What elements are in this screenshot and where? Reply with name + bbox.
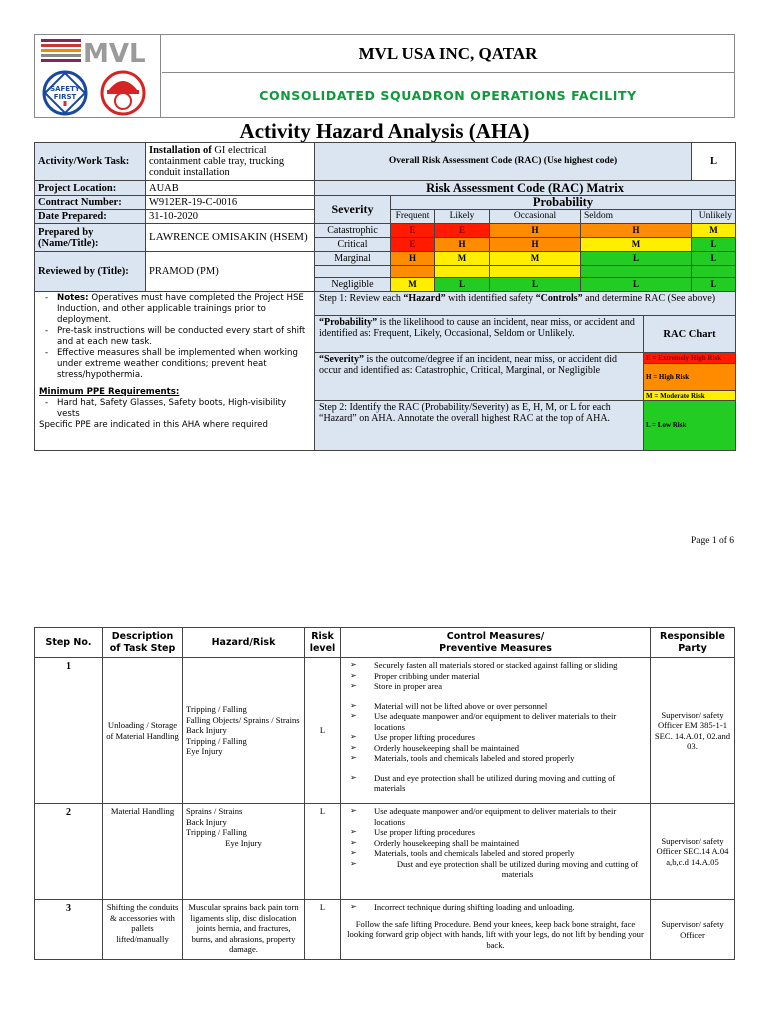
hazard-line: Tripping / Falling <box>186 827 247 837</box>
hazard-line: Back Injury <box>186 816 227 827</box>
notes-section <box>35 292 315 451</box>
ppe-note: Specific PPE are indicated in this AHA where required <box>39 420 268 430</box>
matrix-cell: H <box>490 224 581 238</box>
step1-controls: “Controls” <box>535 293 583 304</box>
header-description: Description of Task Step <box>103 628 183 658</box>
company-name: MVL USA INC, QATAR <box>162 35 734 73</box>
probability-text: is the likelihood to cause an incident, near miss, or accident and identified as: Frequent, Likely, Occasional, Seldom or Unlikely. <box>319 317 635 339</box>
prepared-label: Prepared by (Name/Title): <box>35 224 146 252</box>
matrix-cell: L <box>581 252 692 266</box>
probability-col-occasional: Occasional <box>490 210 581 224</box>
legend-low: L = Low Risk <box>644 401 736 451</box>
severity-definition <box>315 353 644 401</box>
legend-moderate: M = Moderate Risk <box>644 390 735 400</box>
matrix-cell: E <box>391 224 435 238</box>
control-item: ➢ Dust and eye protection shall be utilized during moving and cutting of materials <box>374 773 647 794</box>
hazard-line: Back Injury <box>186 725 227 736</box>
matrix-cell <box>391 266 435 278</box>
ppe-item: - Hard hat, Safety Glasses, Safety boots, High-visibility vests <box>57 398 310 420</box>
matrix-cell: M <box>692 224 736 238</box>
severity-header: Severity <box>315 196 391 224</box>
step-description: Shifting the conduits & accessories with pallets lifted/manually <box>103 900 183 960</box>
step-number: 3 <box>35 900 103 960</box>
header-responsible: Responsible Party <box>651 628 735 658</box>
step2-text: Step 2: Identify the RAC (Probability/Severity) as E, H, M, or L for each “Hazard” on AHA. Annotate the overall highest RAC at the top of AHA. <box>315 401 644 451</box>
matrix-cell: L <box>435 278 490 292</box>
step-description: Unloading / Storage of Material Handling <box>103 658 183 804</box>
control-item: ➢ Material will not be lifted above or over personnel <box>374 701 647 712</box>
severity-term: “Severity” <box>319 354 364 365</box>
matrix-cell: E <box>391 238 435 252</box>
document-header <box>34 34 735 118</box>
control-item: ➢ Orderly housekeeping shall be maintained <box>374 838 647 849</box>
risk-level: L <box>305 658 341 804</box>
matrix-cell: L <box>581 278 692 292</box>
location-label: Project Location: <box>35 181 146 196</box>
step1-hazard: “Hazard” <box>403 293 446 304</box>
hazard-line: Eye Injury <box>186 746 223 757</box>
matrix-cell: M <box>490 252 581 266</box>
probability-col-unlikely: Unlikely <box>692 210 736 224</box>
step-hazards <box>183 658 305 804</box>
table-row <box>35 658 735 804</box>
date-label: Date Prepared: <box>35 210 146 224</box>
rac-chart-title: RAC Chart <box>644 316 736 353</box>
control-measures <box>341 804 651 900</box>
control-measures <box>341 658 651 804</box>
control-item: ➢ Materials, tools and chemicals labeled and stored properly <box>374 753 647 764</box>
task-steps-table <box>34 627 735 960</box>
matrix-cell: L <box>692 252 736 266</box>
reviewed-value: PRAMOD (PM) <box>146 252 315 292</box>
step-hazards: Muscular sprains back pain torn ligaments slip, disc dislocation joints hernia, and fractures, burns, and abrasions, property damage. <box>183 900 305 960</box>
step1-text <box>315 292 736 316</box>
facility-name: CONSOLIDATED SQUADRON OPERATIONS FACILITY <box>259 88 637 103</box>
control-item: ➢ Store in proper area <box>374 681 647 692</box>
matrix-cell: E <box>435 224 490 238</box>
matrix-cell: L <box>692 238 736 252</box>
probability-definition <box>315 316 644 353</box>
step-number: 2 <box>35 804 103 900</box>
matrix-cell <box>692 266 736 278</box>
hazard-line: Tripping / Falling <box>186 735 247 746</box>
company-logo <box>35 35 161 117</box>
page-number: Page 1 of 6 <box>690 536 734 546</box>
severity-marginal: Marginal <box>315 252 391 266</box>
table-row <box>35 900 735 960</box>
note-text: Operatives must have completed the Project HSE Induction, and other applicable trainings prior to deployment. <box>57 293 304 325</box>
activity-value-text: GI electrical containment cable tray, trucking conduit installation <box>149 145 285 178</box>
responsible-party: Supervisor/ safety Officer <box>651 900 735 960</box>
control-item: ➢ Orderly housekeeping shall be maintained <box>374 743 647 754</box>
activity-value <box>146 143 315 181</box>
contract-value: W912ER-19-C-0016 <box>146 196 315 210</box>
probability-col-frequent: Frequent <box>391 210 435 224</box>
matrix-cell <box>490 266 581 278</box>
control-item: ➢ Incorrect technique during shifting loading and unloading. <box>374 902 647 913</box>
legend-high: H = High Risk <box>644 363 735 390</box>
rac-matrix-title: Risk Assessment Code (RAC) Matrix <box>315 181 736 196</box>
overall-rac-label: Overall Risk Assessment Code (RAC) (Use highest code) <box>315 143 692 181</box>
control-item: ➢ Materials, tools and chemicals labeled and stored properly <box>374 848 647 859</box>
control-item: ➢ Dust and eye protection shall be utilized during moving and cutting of materials <box>374 859 647 880</box>
severity-catastrophic: Catastrophic <box>315 224 391 238</box>
legend-extreme: E = Extremely High Risk <box>644 353 735 363</box>
risk-level: L <box>305 900 341 960</box>
matrix-cell: M <box>391 278 435 292</box>
mvl-logo-icon <box>35 35 161 117</box>
hazard-line: Sprains / Strains <box>186 806 243 816</box>
severity-critical: Critical <box>315 238 391 252</box>
severity-spacer <box>315 266 391 278</box>
severity-text: is the outcome/degree if an incident, near miss, or accident did occur and identified as: Catastrophic, Critical, Marginal, or Negligible <box>319 354 617 376</box>
control-measures <box>341 900 651 960</box>
control-item: ➢ Use adequate manpower and/or equipment to deliver materials to their locations <box>374 711 647 732</box>
header-hazard: Hazard/Risk <box>183 628 305 658</box>
control-paragraph: Follow the safe lifting Procedure. Bend your knees, keep back bone straight, face looking forward grip object with hands, lift with your legs, do not lift by bending your back. <box>347 918 644 950</box>
matrix-cell: L <box>490 278 581 292</box>
table-row <box>35 804 735 900</box>
control-item: ➢ Securely fasten all materials stored or stacked against falling or sliding <box>374 660 647 671</box>
overall-rac-value: L <box>692 143 736 181</box>
matrix-cell: H <box>581 224 692 238</box>
note-item <box>57 293 310 326</box>
hazard-line: Falling Objects/ Sprains / Strains <box>186 714 300 725</box>
probability-header: Probability <box>391 196 736 210</box>
header-risk-level: Risk level <box>305 628 341 658</box>
header-control-measures <box>341 628 651 658</box>
control-item: ➢ Use proper lifting procedures <box>374 732 647 743</box>
step-number: 1 <box>35 658 103 804</box>
step-hazards <box>183 804 305 900</box>
svg-text:SAFETY: SAFETY <box>50 85 80 93</box>
svg-text:FIRST: FIRST <box>53 93 77 101</box>
matrix-cell <box>435 266 490 278</box>
ppe-title: Minimum PPE Requirements: <box>39 387 180 397</box>
matrix-cell <box>581 266 692 278</box>
notes-label: Notes: <box>57 293 89 303</box>
svg-text:MVL: MVL <box>83 39 146 69</box>
responsible-party: Supervisor/ safety Officer SEC.14 A.04 a,b,c.d 14.A.05 <box>651 804 735 900</box>
aha-summary-table <box>34 142 736 451</box>
activity-label: Activity/Work Task: <box>35 143 146 181</box>
step1-part: and determine RAC (See above) <box>582 293 716 304</box>
matrix-cell: L <box>692 278 736 292</box>
note-item: - Effective measures shall be implemented when working under extreme weather conditions; prevent heat stress/hypothermia. <box>57 348 310 381</box>
risk-level: L <box>305 804 341 900</box>
responsible-party: Supervisor/ safety Officer EM 385-1-1 SEC. 14.A.01, 02.and 03. <box>651 658 735 804</box>
step1-part: Step 1: Review each <box>319 293 404 304</box>
matrix-cell: M <box>581 238 692 252</box>
matrix-cell: H <box>435 238 490 252</box>
reviewed-label: Reviewed by (Title): <box>35 252 146 292</box>
probability-col-likely: Likely <box>435 210 490 224</box>
control-item: ➢ Proper cribbing under material <box>374 671 647 682</box>
control-item: ➢ Use proper lifting procedures <box>374 827 647 838</box>
document-title: Activity Hazard Analysis (AHA) <box>239 119 530 143</box>
probability-col-seldom: Seldom <box>581 210 692 224</box>
step-description: Material Handling <box>103 804 183 900</box>
note-item: - Pre-task instructions will be conducted every start of shift and at each new task. <box>57 326 310 348</box>
control-item: ➢ Use adequate manpower and/or equipment to deliver materials to their locations <box>374 806 647 827</box>
location-value: AUAB <box>146 181 315 196</box>
probability-term: “Probability” <box>319 317 378 328</box>
date-value: 31-10-2020 <box>146 210 315 224</box>
rac-chart-legend-top <box>644 353 736 401</box>
hazard-line: Eye Injury <box>225 837 262 848</box>
header-control-line: Control Measures/ <box>446 630 545 642</box>
contract-label: Contract Number: <box>35 196 146 210</box>
header-control-line: Preventive Measures <box>439 642 552 654</box>
severity-negligible: Negligible <box>315 278 391 292</box>
step1-part: with identified safety <box>445 293 536 304</box>
matrix-cell: H <box>391 252 435 266</box>
header-step: Step No. <box>35 628 103 658</box>
prepared-value: LAWRENCE OMISAKIN (HSEM) <box>146 224 315 252</box>
matrix-cell: M <box>435 252 490 266</box>
hazard-line: Tripping / Falling <box>186 704 247 715</box>
activity-value-lead: Installation of <box>149 145 212 156</box>
matrix-cell: H <box>490 238 581 252</box>
